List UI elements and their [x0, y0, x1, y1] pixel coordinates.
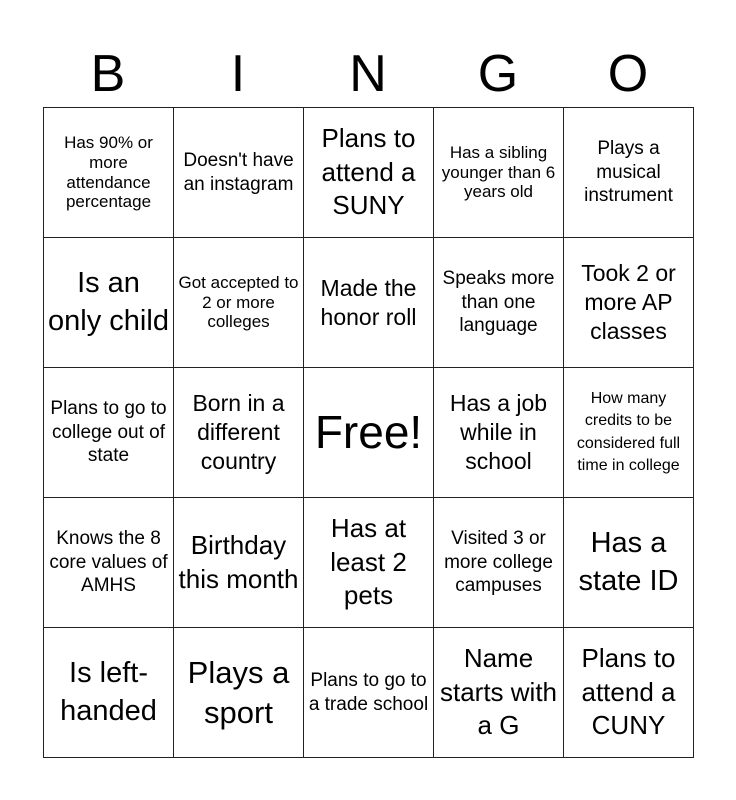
bingo-cell-i3[interactable] [174, 368, 304, 498]
cell-text: Got accepted to 2 or more colleges [178, 273, 299, 332]
bingo-header [43, 40, 693, 108]
bingo-cell-b5[interactable] [44, 628, 174, 758]
bingo-cell-n5[interactable] [304, 628, 434, 758]
bingo-row-4 [44, 498, 694, 628]
bingo-cell-g2[interactable] [434, 238, 564, 368]
bingo-row-3 [44, 368, 694, 498]
cell-text: Doesn't have an instagram [183, 149, 294, 195]
cell-text: Plans to attend a SUNY [321, 122, 416, 221]
bingo-cell-g1[interactable] [434, 108, 564, 238]
bingo-row-2 [44, 238, 694, 368]
cell-text: Plans to attend a CUNY [581, 642, 676, 741]
cell-text: Has at least 2 pets [330, 512, 407, 611]
cell-text: Has a state ID [578, 526, 679, 597]
bingo-cell-g3[interactable] [434, 368, 564, 498]
bingo-cell-g5[interactable] [434, 628, 564, 758]
cell-text: Made the honor roll [320, 274, 417, 330]
bingo-cell-o3[interactable] [564, 368, 694, 498]
bingo-cell-o4[interactable] [564, 498, 694, 628]
cell-text: Plays a musical instrument [584, 137, 673, 207]
bingo-cell-b4[interactable] [44, 498, 174, 628]
header-letter-b: B [90, 45, 126, 103]
bingo-cell-i2[interactable] [174, 238, 304, 368]
bingo-cell-i4[interactable] [174, 498, 304, 628]
bingo-cell-n4[interactable] [304, 498, 434, 628]
bingo-row-1 [44, 108, 694, 238]
cell-text: Is an only child [48, 266, 169, 337]
bingo-card-grid [43, 107, 694, 758]
cell-text: Has a job while in school [449, 390, 548, 474]
bingo-cell-o5[interactable] [564, 628, 694, 758]
header-letter-o: O [607, 45, 649, 103]
cell-text: Took 2 or more AP classes [581, 260, 676, 344]
cell-text: Has a sibling younger than 6 years old [441, 143, 556, 202]
bingo-cell-o1[interactable] [564, 108, 694, 238]
cell-text: Name starts with a G [439, 642, 558, 741]
bingo-cell-n1[interactable] [304, 108, 434, 238]
header-letter-n: N [349, 45, 387, 103]
bingo-cell-n2[interactable] [304, 238, 434, 368]
bingo-cell-b2[interactable] [44, 238, 174, 368]
cell-text: Birthday this month [178, 529, 299, 594]
free-space-text: Free! [314, 406, 423, 459]
cell-text: Plans to go to college out of state [50, 397, 167, 467]
cell-text: Has 90% or more attendance percentage [64, 133, 153, 212]
bingo-cell-i1[interactable] [174, 108, 304, 238]
cell-text: Plays a sport [187, 654, 290, 730]
cell-text: Knows the 8 core values of AMHS [49, 527, 168, 597]
cell-text: Is left-handed [60, 656, 157, 727]
bingo-cell-i5[interactable] [174, 628, 304, 758]
cell-text: Speaks more than one language [442, 267, 555, 337]
bingo-cell-free[interactable] [304, 368, 434, 498]
bingo-cell-g4[interactable] [434, 498, 564, 628]
bingo-cell-b1[interactable] [44, 108, 174, 238]
header-letter-g: G [477, 45, 519, 103]
cell-text: Born in a different country [192, 390, 285, 474]
bingo-row-5 [44, 628, 694, 758]
bingo-cell-b3[interactable] [44, 368, 174, 498]
cell-text: How many credits to be considered full time in college [576, 389, 681, 474]
cell-text: Plans to go to a trade school [308, 669, 429, 715]
bingo-cell-o2[interactable] [564, 238, 694, 368]
cell-text: Visited 3 or more college campuses [444, 527, 553, 597]
header-letter-i: I [230, 45, 246, 103]
